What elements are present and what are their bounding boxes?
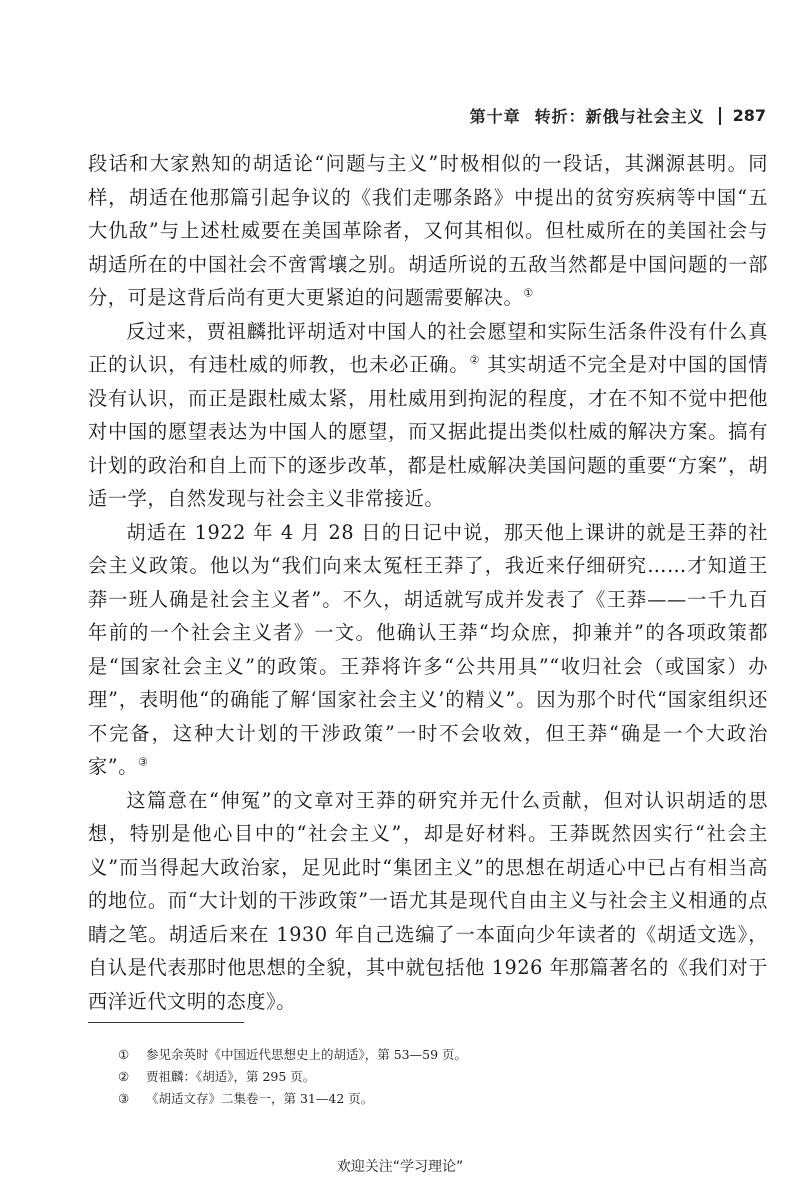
paragraph-4: [88, 784, 768, 1019]
paragraph-text: 反过来，贾祖麟批评胡适对中国人的社会愿望和实际生活条件没有什么真正的认识，有违杜威的师教，也未必正确。: [88, 319, 768, 376]
paragraph-text: 段话和大家熟知的胡适论“问题与主义”时极相似的一段话，其渊源甚明。同样，胡适在他那篇引起争议的《我们走哪条路》中提出的贫穷疾病等中国“五大仇敌”与上述杜威要在美国革除者，又何其相似。但杜威所在的美国社会与胡适所在的中国社会不啻霄壤之别。胡适所说的五敌当然都是中国问题的一部分，可是这背后尚有更大更紧迫的问题需要解决。: [88, 152, 768, 309]
bottom-caption: 欢迎关注“学习理论”: [336, 1159, 464, 1175]
body-text: [88, 147, 768, 1018]
footnotes: [118, 1044, 758, 1110]
footnote-reference: ②: [469, 353, 481, 367]
paragraph-1: [88, 147, 768, 315]
chapter-title: 转折：新俄与社会主义: [534, 107, 705, 126]
paragraph-text: 胡适在 1922 年 4 月 28 日的日记中说，那天他上课讲的就是王莽的社会主义政策。他以为“我们向来太冤枉王莽了，我近来仔细研究……才知道王莽一班人确是社会主义者”。不久，胡适就写成并发表了《王莽——一千九百年前的一个社会主义者》一文。他确认王莽“均众庶，抑兼并”的各项政策都是“国家社会主义”的政策。王莽将许多“公共用具”“收归社会（或国家）办理”，表明他“的确能了解‘国家社会主义’的精义”。因为那个时代“国家组织还不完备，这种大计划的干涉政策”一时不会收效，但王莽“确是一个大政治家”。: [88, 520, 768, 778]
footnote-text: 参见余英时《中国近代思想史上的胡适》，第 53—59 页。: [146, 1047, 468, 1062]
footnote-text: 贾祖麟：《胡适》，第 295 页。: [146, 1069, 316, 1084]
footnote-reference: ③: [137, 755, 149, 769]
footnote-text: 《胡适文存》二集卷一，第 31—42 页。: [146, 1091, 374, 1106]
chapter-number: 第十章: [469, 107, 521, 126]
paragraph-2: [88, 315, 768, 516]
page-number: 287: [732, 106, 766, 125]
footnote-mark: ②: [118, 1069, 130, 1084]
running-header: [470, 104, 766, 127]
footnote-item: [118, 1044, 758, 1066]
footnote-mark: ③: [118, 1091, 130, 1106]
paragraph-3: [88, 516, 768, 784]
footnote-item: [118, 1088, 758, 1110]
paragraph-text: 这篇意在“伸冤”的文章对王莽的研究并无什么贡献，但对认识胡适的思想，特别是他心目中的“社会主义”，却是好材料。王莽既然因实行“社会主义”而当得起大政治家，足见此时“集团主义”的思想在胡适心中已占有相当高的地位。而“大计划的干涉政策”一语尤其是现代自由主义与社会主义相通的点睛之笔。胡适后来在 1930 年自己选编了一本面向少年读者的《胡适文选》，自认是代表那时他思想的全貌，其中就包括他 1926 年那篇著名的《我们对于西洋近代文明的态度》。: [88, 788, 768, 1013]
footnote-reference: ①: [523, 286, 534, 300]
footnote-mark: ①: [118, 1047, 130, 1062]
header-divider: [719, 107, 721, 125]
paragraph-text: 其实胡适不完全是对中国的国情没有认识，而正是跟杜威太紧，用杜威用到拘泥的程度，才在不知不觉中把他对中国的愿望表达为中国人的愿望，而又据此提出类似杜威的解决方案。搞有计划的政治和自上而下的逐步改革，都是杜威解决美国问题的重要“方案”，胡适一学，自然发现与社会主义非常接近。: [88, 353, 769, 510]
footnote-divider: [88, 1022, 244, 1023]
footnote-item: [118, 1066, 758, 1088]
